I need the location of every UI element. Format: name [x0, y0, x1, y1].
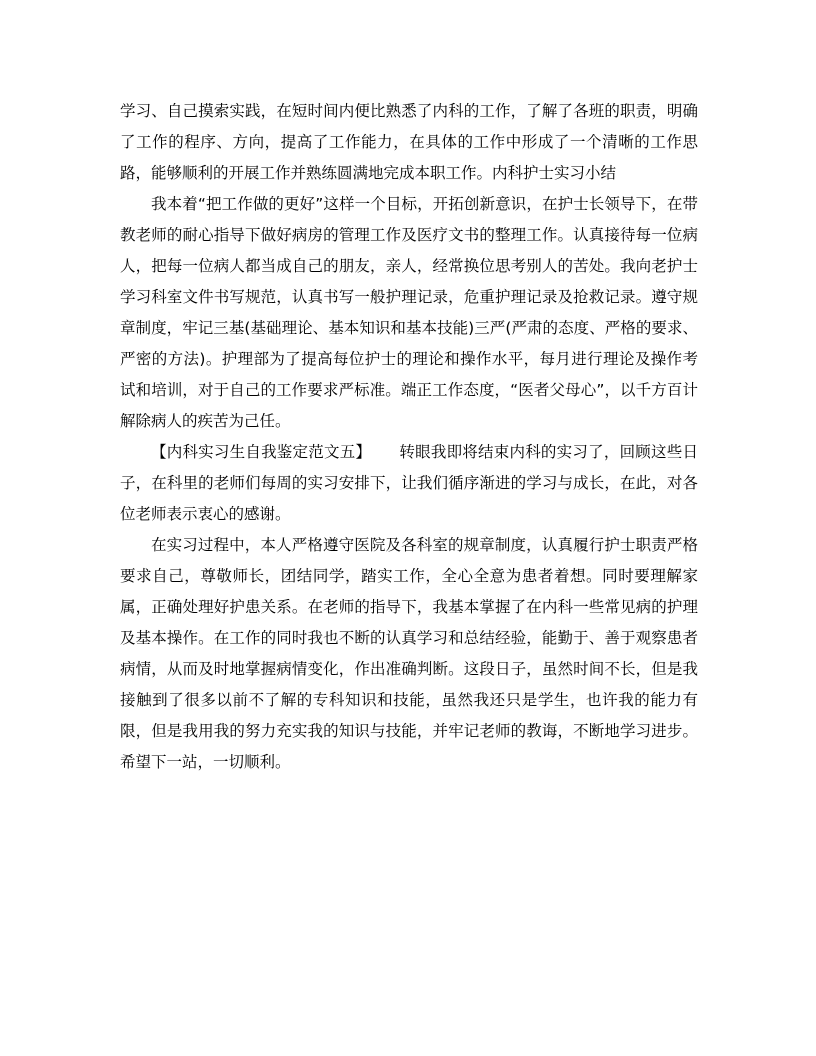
document-body [120, 96, 698, 778]
paragraph-1: 学习、自己摸索实践，在短时间内便比熟悉了内科的工作，了解了各班的职责，明确了工作的程序、方向，提高了工作能力，在具体的工作中形成了一个清晰的工作思路，能够顺利的开展工作并熟练圆满地完成本职工作。内科护士实习小结 [120, 102, 698, 182]
paragraph-3-text: 转眼我即将结束内科的实习了，回顾这些日子，在科里的老师们每周的实习安排下，让我们循序渐进的学习与成长，在此，对各位老师表示衷心的感谢。 [120, 443, 698, 523]
paragraph-2: 我本着“把工作做的更好”这样一个目标，开拓创新意识，在护士长领导下，在带教老师的耐心指导下做好病房的管理工作及医疗文书的整理工作。认真接待每一位病人，把每一位病人都当成自己的朋友，亲人，经常换位思考别人的苦处。我向老护士学习科室文件书写规范，认真书写一般护理记录，危重护理记录及抢救记录。遵守规章制度，牢记三基(基础理论、基本知识和基本技能)三严(严肃的态度、严格的要求、严密的方法)。护理部为了提高每位护士的理论和操作水平，每月进行理论及操作考试和培训，对于自己的工作要求严标准。端正工作态度，“医者父母心”，以千方百计解除病人的疾苦为己任。 [120, 195, 698, 430]
paragraph-4: 在实习过程中，本人严格遵守医院及各科室的规章制度，认真履行护士职责严格要求自己，尊敬师长，团结同学，踏实工作，全心全意为患者着想。同时要理解家属，正确处理好护患关系。在老师的指导下，我基本掌握了在内科一些常见病的护理及基本操作。在工作的同时我也不断的认真学习和总结经验，能勤于、善于观察患者病情，从而及时地掌握病情变化，作出准确判断。这段日子，虽然时间不长，但是我接触到了很多以前不了解的专科知识和技能，虽然我还只是学生，也许我的能力有限，但是我用我的努力充实我的知识与技能，并牢记老师的教诲，不断地学习进步。希望下一站，一切顺利。 [120, 536, 698, 771]
paragraph-3 [120, 437, 698, 530]
section-heading: 【内科实习生自我鉴定范文五】 [151, 443, 372, 461]
